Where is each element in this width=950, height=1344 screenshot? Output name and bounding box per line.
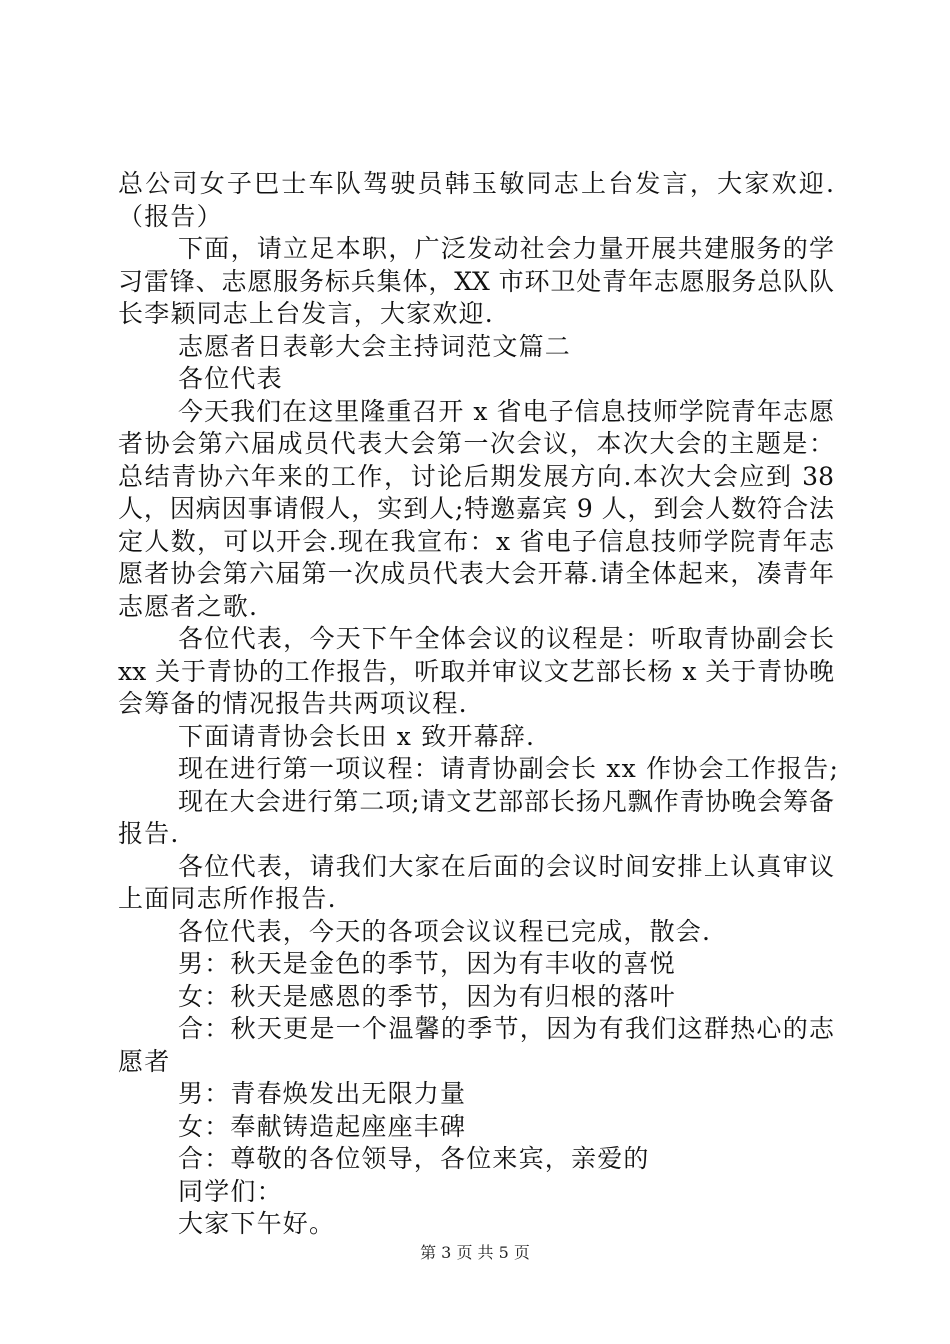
dialogue-line: 合：尊敬的各位领导，各位来宾，亲爱的 <box>178 1144 650 1173</box>
dialogue-line: 女：秋天是感恩的季节，因为有归根的落叶 <box>178 981 676 1011</box>
paragraph-line: 上面同志所作报告. <box>118 884 337 913</box>
paragraph-line: 人，因病因事请假人，实到人;特邀嘉宾 9 人，到会人数符合法 <box>118 494 834 523</box>
paragraph-line: 总公司女子巴士车队驾驶员韩玉敏同志上台发言，大家欢迎. <box>118 169 834 198</box>
salutation-line: 各位代表 <box>178 364 283 393</box>
dialogue-line: 女：奉献铸造起座座丰碑 <box>178 1111 467 1141</box>
paragraph-line: 会筹备的情况报告共两项议程. <box>118 689 468 718</box>
dialogue-line: 合：秋天更是一个温馨的季节，因为有我们这群热心的志 <box>178 1014 834 1043</box>
paragraph-line: 各位代表，今天的各项会议议程已完成，散会. <box>178 916 712 946</box>
dialogue-line: 同学们： <box>178 1176 283 1206</box>
paragraph-line: 各位代表，今天下午全体会议的议程是：听取青协副会长 <box>178 624 834 653</box>
dialogue-line: 大家下午好。 <box>178 1209 336 1238</box>
paragraph-line: 总结青协六年来的工作，讨论后期发展方向.本次大会应到 38 <box>118 461 834 491</box>
paragraph-line: 各位代表，请我们大家在后面的会议时间安排上认真审议 <box>178 851 834 881</box>
paragraph-line: 现在进行第一项议程：请青协副会长 xx 作协会工作报告; <box>178 754 840 783</box>
paragraph-line: 今天我们在这里隆重召开 x 省电子信息技师学院青年志愿 <box>178 396 834 426</box>
paragraph-line: 下面，请立足本职，广泛发动社会力量开展共建服务的学 <box>178 234 834 263</box>
page-number-footer: 第 3 页 共 5 页 <box>420 1243 530 1262</box>
paragraph-line: （报告） <box>118 201 223 231</box>
paragraph-line: 下面请青协会长田 x 致开幕辞. <box>178 721 536 751</box>
paragraph-line: 者协会第六届成员代表大会第一次会议，本次大会的主题是： <box>118 429 834 458</box>
section-heading: 志愿者日表彰大会主持词范文篇二 <box>178 331 572 361</box>
paragraph-line: 长李颖同志上台发言，大家欢迎. <box>118 299 494 328</box>
paragraph-line: xx 关于青协的工作报告，听取并审议文艺部长杨 x 关于青协晚 <box>118 656 834 686</box>
paragraph-line: 愿者协会第六届第一次成员代表大会开幕.请全体起来，凑青年 <box>118 559 834 588</box>
dialogue-line: 男：秋天是金色的季节，因为有丰收的喜悦 <box>178 949 676 978</box>
paragraph-line: 现在大会进行第二项;请文艺部部长扬凡飘作青协晚会筹备 <box>178 786 834 816</box>
dialogue-line: 男：青春焕发出无限力量 <box>178 1079 467 1108</box>
paragraph-line: 报告. <box>118 819 180 848</box>
paragraph-line: 定人数，可以开会.现在我宣布：x 省电子信息技师学院青年志 <box>118 526 834 556</box>
paragraph-line: 志愿者之歌. <box>118 591 259 621</box>
paragraph-line: 习雷锋、志愿服务标兵集体，XX 市环卫处青年志愿服务总队队 <box>118 266 834 296</box>
dialogue-line: 愿者 <box>118 1046 171 1076</box>
document-body <box>118 168 840 1241</box>
